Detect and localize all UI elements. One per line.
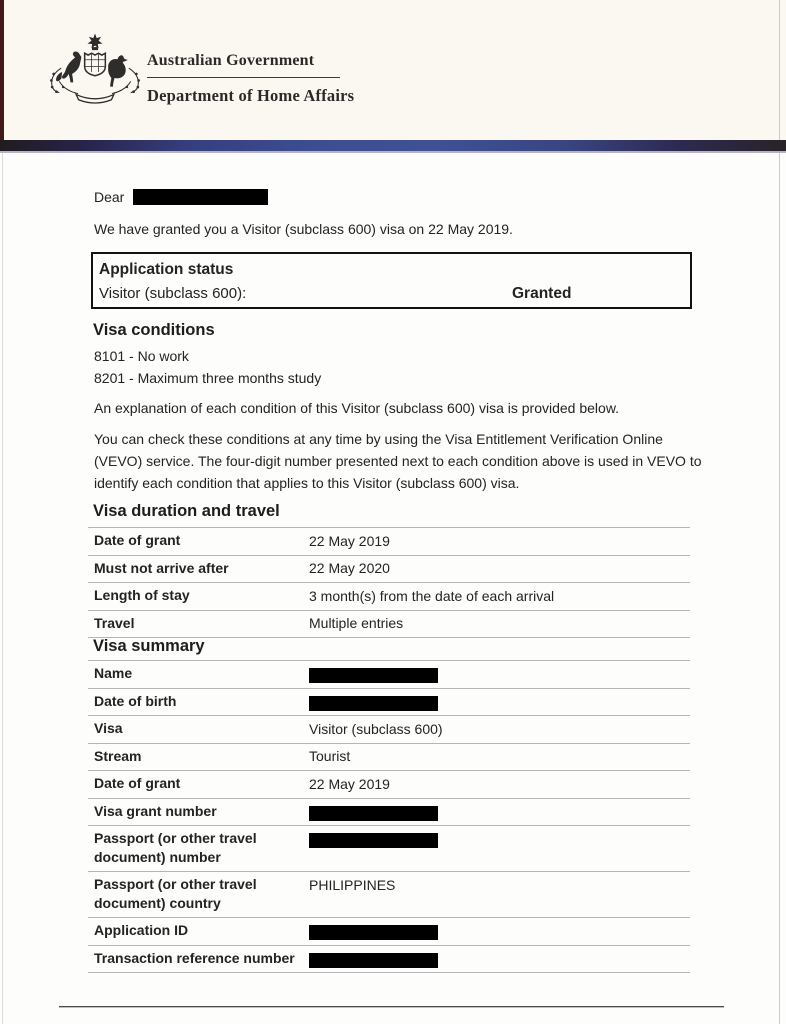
redacted-value — [309, 668, 438, 683]
row-label: Visa — [94, 720, 123, 736]
row-value — [309, 949, 438, 969]
status-granted-value: Granted — [512, 285, 572, 302]
row-label: Date of grant — [94, 775, 181, 791]
redacted-value — [309, 953, 438, 968]
table-row — [88, 946, 690, 974]
row-value — [309, 692, 438, 712]
row-label: Stream — [94, 747, 142, 764]
australian-coat-of-arms-icon — [48, 32, 142, 112]
blue-gradient-bar — [0, 140, 786, 153]
row-value: Multiple entries — [309, 615, 404, 631]
table-row — [88, 918, 690, 946]
row-label: Date of grant — [94, 532, 181, 548]
table-row — [88, 799, 690, 827]
table-row — [88, 528, 690, 556]
letterhead-divider — [147, 77, 340, 78]
row-label: Transaction reference number — [94, 949, 295, 966]
redacted-value — [309, 696, 438, 711]
visa-duration-table — [88, 527, 690, 638]
row-value: Visitor (subclass 600) — [309, 720, 443, 737]
table-row — [88, 716, 690, 744]
table-row — [88, 611, 690, 639]
scan-edge-artifact-left — [2, 153, 3, 1024]
application-status-row — [99, 282, 684, 306]
visa-duration-heading: Visa duration and travel — [93, 502, 280, 520]
table-row — [88, 872, 690, 918]
salutation-line — [94, 187, 268, 208]
row-value: 22 May 2019 — [309, 532, 390, 549]
visa-summary-table — [88, 660, 690, 973]
row-value — [309, 921, 438, 941]
row-value: PHILIPPINES — [309, 876, 396, 893]
vevo-note: You can check these conditions at any time by using the Visa Entitlement Verification Online (VEVO) service. The four-digit number presented next to each condition above is used in VEVO to identify each condition that applies to this Visitor (subclass 600) visa. — [94, 431, 702, 491]
row-value: 3 month(s) from the date of each arrival — [309, 587, 555, 604]
footer-divider — [59, 1006, 724, 1008]
conditions-explanation: An explanation of each condition of this Visitor (subclass 600) visa is provided below. — [94, 400, 620, 416]
scan-edge-artifact-left-top — [0, 0, 4, 140]
table-row — [88, 661, 690, 689]
redacted-value — [309, 833, 438, 848]
row-value: 22 May 2019 — [309, 775, 390, 792]
redacted-recipient-name — [133, 189, 268, 205]
row-label: Travel — [94, 614, 135, 631]
row-value — [309, 829, 438, 867]
condition-item: 8101 - No work — [94, 348, 189, 364]
intro-paragraph: We have granted you a Visitor (subclass 600) visa on 22 May 2019. — [94, 221, 513, 237]
scan-edge-artifact-right — [779, 0, 780, 1024]
row-value — [309, 802, 438, 822]
table-row — [88, 556, 690, 584]
visa-type-label: Visitor (subclass 600): — [99, 285, 247, 302]
row-label: Passport (or other travel document) number — [94, 830, 257, 865]
row-label: Visa grant number — [94, 802, 217, 819]
table-row — [88, 689, 690, 717]
row-label: Passport (or other travel document) country — [94, 876, 257, 911]
row-value: 22 May 2020 — [309, 560, 390, 576]
letterhead-text — [147, 52, 467, 106]
row-label: Name — [94, 665, 133, 681]
table-row — [88, 771, 690, 799]
visa-conditions-heading: Visa conditions — [93, 321, 215, 339]
row-label: Application ID — [94, 922, 189, 938]
visa-summary-heading: Visa summary — [93, 637, 205, 655]
department-name: Department of Home Affairs — [147, 86, 355, 105]
row-label: Must not arrive after — [94, 559, 229, 576]
condition-item: 8201 - Maximum three months study — [94, 369, 322, 386]
table-row — [88, 744, 690, 772]
visa-conditions-list — [94, 346, 321, 389]
table-row — [88, 826, 690, 872]
table-row — [88, 583, 690, 611]
application-status-box — [91, 252, 692, 309]
application-status-title: Application status — [99, 261, 234, 278]
government-name: Australian Government — [147, 52, 315, 69]
salutation-text: Dear — [94, 189, 125, 205]
row-label: Length of stay — [94, 587, 190, 603]
row-label: Date of birth — [94, 692, 177, 709]
row-value — [309, 664, 438, 684]
redacted-value — [309, 925, 438, 940]
row-value: Tourist — [309, 748, 351, 764]
redacted-value — [309, 806, 438, 821]
